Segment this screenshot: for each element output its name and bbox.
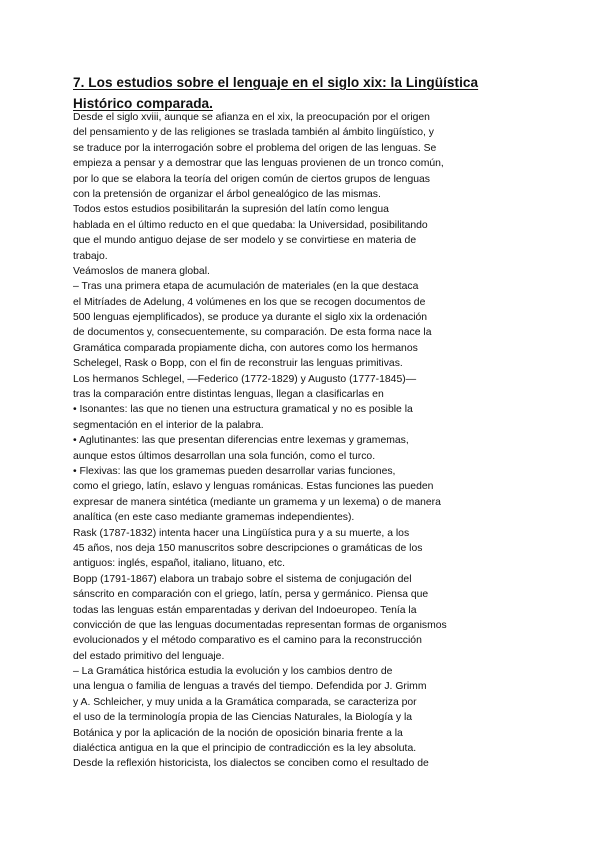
section-title — [73, 72, 543, 114]
text-line: • Isonantes: las que no tienen una estructura gramatical y no es posible la — [73, 404, 413, 416]
text-line: • Flexivas: las que los gramemas pueden desarrollar varias funciones, — [73, 465, 396, 477]
body-text — [73, 110, 543, 772]
title-line: Histórico comparada. — [73, 96, 213, 111]
text-line: de documentos y, consecuentemente, su comparación. De esta forma nace la — [73, 327, 432, 339]
text-line: antiguos: inglés, español, italiano, lituano, etc. — [73, 558, 285, 570]
text-line: expresar de manera sintética (mediante un gramema y un lexema) o de manera — [73, 496, 441, 508]
text-line: Rask (1787-1832) intenta hacer una Lingüística pura y a su muerte, a los — [73, 527, 410, 539]
text-line: trabajo. — [73, 250, 108, 262]
text-line: del pensamiento y de las religiones se traslada también al ámbito lingüístico, y — [73, 127, 434, 139]
text-line: evolucionados y el método comparativo es el camino para la reconstrucción — [73, 635, 422, 647]
text-line: – Tras una primera etapa de acumulación de materiales (en la que destaca — [73, 281, 419, 293]
title-line: 7. Los estudios sobre el lenguaje en el siglo xix: la Lingüística — [73, 75, 479, 90]
text-line: se traduce por la interrogación sobre el problema del origen de las lenguas. Se — [73, 142, 437, 154]
text-line: el Mitríades de Adelung, 4 volúmenes en los que se recogen documentos de — [73, 296, 426, 308]
text-line: por lo que se elabora la teoría del origen común de ciertos grupos de lenguas — [73, 173, 430, 185]
text-line: que el mundo antiguo dejase de ser modelo y se convirtiese en materia de — [73, 235, 417, 247]
text-line: Bopp (1791-1867) elabora un trabajo sobre el sistema de conjugación del — [73, 573, 412, 585]
text-line: del estado primitivo del lenguaje. — [73, 650, 225, 662]
text-line: todas las lenguas están emparentadas y derivan del Indoeuropeo. Tenía la — [73, 604, 417, 616]
text-line: convicción de que las lenguas documentadas representan formas de organismos — [73, 619, 447, 631]
text-line: aunque estos últimos desarrollan una sola función, como el turco. — [73, 450, 376, 462]
text-line: 45 años, nos deja 150 manuscritos sobre descripciones o gramáticas de los — [73, 542, 423, 554]
text-line: el uso de la terminología propia de las Ciencias Naturales, la Biología y la — [73, 712, 413, 724]
text-line: Todos estos estudios posibilitarán la supresión del latín como lengua — [73, 204, 389, 216]
text-line: Schelegel, Rask o Bopp, con el fin de reconstruir las lenguas primitivas. — [73, 358, 403, 370]
text-line: Desde la reflexión historicista, los dialectos se conciben como el resultado de — [73, 758, 429, 770]
text-line: segmentación en el interior de la palabra. — [73, 419, 264, 431]
text-line: Botánica y por la aplicación de la noción de oposición binaria frente a la — [73, 727, 403, 739]
text-line: hablada en el último reducto en el que quedaba: la Universidad, posibilitando — [73, 219, 428, 231]
text-line: Los hermanos Schlegel, —Federico (1772-1829) y Augusto (1777-1845)— — [73, 373, 417, 385]
text-line: 500 lenguas ejemplificados), se produce ya durante el siglo xix la ordenación — [73, 312, 428, 324]
text-line: – La Gramática histórica estudia la evolución y los cambios dentro de — [73, 666, 393, 678]
text-line: como el griego, latín, eslavo y lenguas románicas. Estas funciones las pueden — [73, 481, 434, 493]
text-line: y A. Schleicher, y muy unida a la Gramática comparada, se caracteriza por — [73, 696, 417, 708]
text-line: • Aglutinantes: las que presentan diferencias entre lexemas y gramemas, — [73, 435, 409, 447]
text-line: empieza a pensar y a demostrar que las lenguas provienen de un tronco común, — [73, 158, 444, 170]
text-line: Desde el siglo xviii, aunque se afianza en el xix, la preocupación por el origen — [73, 112, 430, 123]
text-line: sánscrito en comparación con el griego, latín, persa y germánico. Piensa que — [73, 589, 429, 601]
text-line: dialéctica antigua en la que el principio de contradicción es la ley absoluta. — [73, 743, 417, 755]
text-line: una lengua o familia de lenguas a través del tiempo. Defendida por J. Grimm — [73, 681, 427, 693]
text-line: tras la comparación entre distintas lenguas, llegan a clasificarlas en — [73, 389, 384, 401]
text-line: Gramática comparada propiamente dicha, con autores como los hermanos — [73, 342, 418, 354]
text-line: con la pretensión de organizar el árbol genealógico de las mismas. — [73, 188, 381, 200]
text-line: analítica (en este caso mediante gramemas independientes). — [73, 512, 355, 524]
text-line: Veámoslos de manera global. — [73, 265, 210, 277]
